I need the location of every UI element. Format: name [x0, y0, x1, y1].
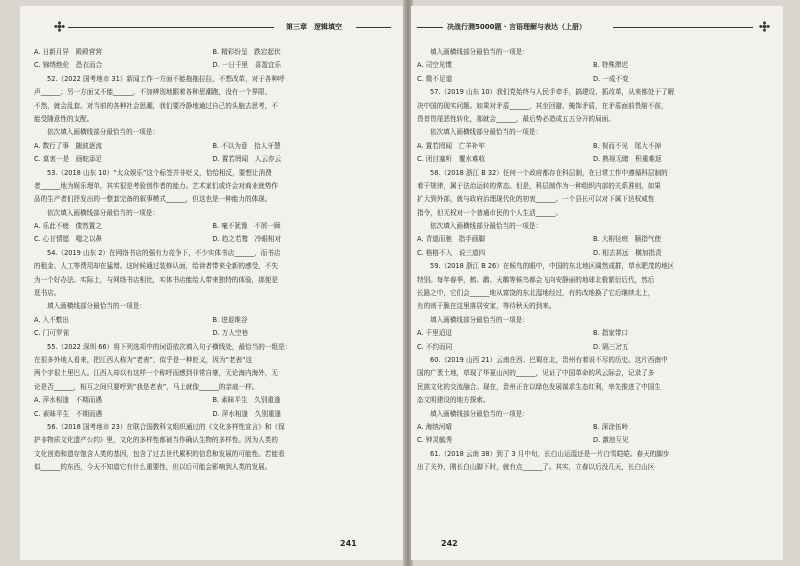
answer-option: D. 万人空巷: [212, 329, 249, 338]
paragraph-start-line: 依次填入画横线部分最恰当的一项是：: [430, 222, 543, 231]
left-page-header: [34, 18, 391, 36]
answer-option: A. 萍水相逢 不期而遇: [34, 396, 102, 405]
answer-options-row: [417, 247, 769, 260]
right-page: [411, 6, 783, 560]
answer-options-row: [417, 233, 769, 246]
answer-option: D. 趋之若鹜 冷眼相对: [212, 235, 282, 244]
answer-option: D. 一成不变: [593, 74, 629, 83]
answer-option: A. 背道而驰 指手画脚: [417, 235, 485, 244]
text-line: 为一个好办法。实际上，与网络书店相比，实体书店能给人带来独特的体验，那便是: [34, 275, 278, 284]
answer-option: D. 相去甚远 横加指责: [593, 248, 662, 257]
answer-option: D. 置若罔闻 人云亦云: [212, 155, 282, 164]
text-line: 品的生产者们抒发出的一整套完备的叙事模式______，但这也是一种能力的体现。: [34, 195, 272, 204]
page-number: 241: [340, 539, 357, 548]
left-page: [20, 6, 405, 560]
answer-option: D. 萍水相逢 久别重逢: [212, 409, 282, 418]
text-line: 有的则干脆在这里落居安家，等待秋天的到来。: [417, 302, 556, 311]
flower-ornament-icon: [54, 21, 65, 32]
text-line: 护非物质文化遗产公约》里，文化的多样性都被当作确认生物的多样性。因为人类的: [34, 436, 278, 445]
text-line: 逛书店。: [34, 289, 61, 298]
answer-option: A. 乐此不疲 债然置之: [34, 222, 102, 231]
paragraph-start-line: 填入画横线部分最恰当的一项是：: [430, 315, 529, 324]
answer-option: B. 精彩纷呈 跌宕起伏: [212, 48, 281, 56]
text-line: 似______的东西，今天不知道它有什么重要性，但以后可能会影响到人类的发展。: [34, 463, 272, 472]
answer-option: B. 指家带口: [593, 329, 629, 338]
answer-options-row: [34, 394, 391, 407]
answer-options-row: [417, 341, 769, 354]
paragraph-start-line: 填入画横线部分最恰当的一项是：: [430, 409, 529, 418]
text-line: 的租金、人工等费用却在猛增。这时候通过装修认面，给读者带来全新的感受，不失: [34, 262, 278, 271]
answer-option: A. 日新月异 殿殿营营: [34, 48, 102, 56]
answer-option: B. 大相径庭 颐指气使: [593, 235, 662, 244]
text-line: 声______；另一方面又不能______，不加辨别地跟着各种思潮跑，没有一个界限、: [34, 88, 272, 97]
paragraph-start-line: 54.（2019 山东 2）在网络书店的强有力竞争下，不少实体书店______，而书店: [47, 248, 281, 257]
text-line: 长路之中，它们会______地从富饶的东北湿地经过，有的改地换了它后继续北上，: [417, 289, 655, 298]
paragraph-start-line: 53.（2018 山东 10）“太众娱乐”这个标签并非贬义，恰恰相反，要想让消费: [47, 168, 272, 177]
text-line: 者______地为娱乐埋单，其实很是考验创作者的能力。艺术家们或许会对商业就势作: [34, 181, 278, 190]
header-rule: [417, 27, 443, 28]
paragraph-start-line: 61.（2018 云南 38）到了 3 月中旬，长白山运湿还是一片白雪皑皑。春天的脚步: [430, 449, 670, 458]
answer-option: A. 海纳河晴: [417, 422, 452, 431]
paragraph-start-line: 52.（2022 国考地市 31）新闻工作一方面不能拖拖拉拉，不想改革，对于各种呼: [47, 74, 285, 83]
paragraph-start-line: 56.（2018 国考地市 23）在联合国教科文组织通过的《文化多样性宣言》和《保: [47, 422, 285, 431]
answer-options-row: [417, 59, 769, 72]
answer-options-row: [34, 233, 391, 246]
paragraph-start-line: 依次填入画横线部分最恰当的一项是：: [430, 128, 543, 137]
header-rule: [613, 27, 753, 28]
paragraph-start-line: 58.（2018 浙江 B 32）任何一个政府都存在科层制，在日常工作中遵循科层制的: [430, 168, 668, 177]
answer-options-row: [417, 73, 769, 86]
text-line: 民族文化的交流融合。现在，贵州正在以绿色发展谋求生态红利，率先推进了中国生: [417, 382, 661, 391]
paragraph-start-line: 依次填入画横线部分最恰当的一项是：: [47, 208, 160, 217]
answer-option: B. 毫不犹豫 不屑一顾: [212, 222, 281, 231]
flower-ornament-icon: [759, 21, 770, 32]
answer-option: A. 置若罔闻 亡羊补牢: [417, 141, 485, 150]
answer-option: C. 闭目塞听 覆水难收: [417, 155, 486, 164]
answer-option: B. 特殊滞迟: [593, 61, 629, 70]
answer-options-row: [34, 408, 391, 421]
answer-option: A. 数行了事 随波逐流: [34, 141, 102, 150]
answer-options-row: [34, 153, 391, 166]
answer-option: D. 一日千里 喜盈宜乐: [212, 61, 282, 70]
text-line: 扩大到外部，就与政府治理现代化的初衷______。一个县长可以对下属下达权威性: [417, 195, 655, 204]
text-line: 不然，就会乱套。对当前的各种社会思潮，我们要冷静地通过自己的头脑去思考，不: [34, 101, 278, 110]
paragraph-start-line: 60.（2019 山西 21）云南在西、巴蜀在北，贵州有着说不尽的历史。这片西南中: [430, 355, 668, 364]
answer-options-row: [34, 140, 391, 153]
answer-option: A. 司空见惯: [417, 61, 452, 70]
answer-option: A. 入不敷出: [34, 315, 69, 324]
text-line: 出了关外，刚长白山脚下时，就有点______了。其实，立春以后没几天，长白山区: [417, 463, 655, 472]
text-line: 指令，但无权对一个普通市民的个人生活______。: [417, 208, 563, 217]
answer-options-row: [34, 59, 391, 72]
answer-option: C. 锦绣绝伦 恐衣而合: [34, 61, 103, 70]
answer-options-row: [417, 327, 769, 340]
answer-option: D. 隔三岔五: [593, 342, 629, 351]
answer-option: C. 莫衷一是 画蛇添足: [34, 155, 103, 164]
answer-option: B. 不以为意 拾人牙慧: [212, 141, 281, 150]
answer-option: B. 深涂伍岭: [593, 422, 629, 431]
answer-option: C. 不约而同: [417, 342, 453, 351]
text-line: 国的广袤土地，草现了华夏山河的______，见证了中国革命的风云际会，记录了多: [417, 369, 655, 378]
answer-option: C. 门可罗雀: [34, 329, 70, 338]
text-line: 论是否______，相互之间只要呼到“我是老表”，马上就像______的亲戚一样。: [34, 382, 259, 391]
answer-options-row: [417, 421, 769, 434]
answer-option: D. 激池互见: [593, 436, 629, 445]
right-page-header: [417, 18, 769, 36]
answer-option: C. 心甘情愿 嗤之以鼻: [34, 235, 103, 244]
text-line: 两个字很土里巴人。江西人却以有这样一个称呼而感到非常自豪，无论海内海外，无: [34, 369, 278, 378]
answer-options-row: [417, 153, 769, 166]
text-line: 决中国的现实问题。如果对矛盾______，其至回避、掩饰矛盾，在矛盾面前畏缩不前，: [417, 101, 668, 110]
answer-option: C. 素昧平生 不期而遇: [34, 409, 103, 418]
header-rule: [356, 27, 391, 28]
answer-options-row: [34, 314, 391, 327]
answer-option: B. 进退维谷: [212, 315, 248, 324]
header-rule: [68, 27, 274, 28]
right-page-body: [417, 46, 769, 475]
answer-option: C. 格格不入 说三道四: [417, 248, 486, 257]
paragraph-start-line: 填入画横线部分最恰当的一项是：: [430, 48, 529, 56]
text-line: 文化创造和遗存饱含人类的基因，包含了过去世代累积的信息和发展的可能性。若能看: [34, 449, 285, 458]
answer-option: B. 视而不见 尾大不掉: [593, 141, 662, 150]
answer-options-row: [34, 220, 391, 233]
answer-option: C. 微不足道: [417, 74, 453, 83]
left-page-body: [34, 46, 391, 475]
answer-options-row: [34, 327, 391, 340]
answer-option: C. 钟灵毓秀: [417, 436, 453, 445]
text-line: 畏首畏尾恶性转化，那就会______，最后势必造成五五分开的局面。: [417, 114, 615, 123]
text-line: 能受随意性的支配。: [34, 114, 94, 123]
paragraph-start-line: 59.（2018 浙江 B 26）在候鸟的眼中，中国的东北地区阔然成群，草水肥茂的地区: [430, 262, 675, 271]
answer-options-row: [417, 434, 769, 447]
paragraph-start-line: 依次填入画横线部分最恰当的一项是：: [47, 128, 160, 137]
page-number: 242: [441, 539, 458, 548]
book-title: 决战行测5000题 · 言语理解与表达（上册）: [447, 23, 587, 31]
answer-option: A. 千里迢迢: [417, 329, 452, 338]
paragraph-start-line: 填入画横线部分最恰当的一项是：: [47, 302, 146, 311]
text-line: 着干规律，属于法治运转的常态。但是，科层制作为一种组织内部的关系准则，如果: [417, 181, 661, 190]
answer-options-row: [417, 140, 769, 153]
chapter-title: 第三章 逻辑填空: [286, 23, 342, 31]
text-line: 态文明建设的地方探索。: [417, 396, 490, 405]
answer-options-row: [34, 46, 391, 59]
paragraph-start-line: 55.（2022 深圳 66）将下列选项中的词语依次填入句子横线处，最恰当的一组是：: [47, 342, 292, 351]
text-line: 特别。每年春季，鹤、鹳、天鹅等候鸟都会飞向安静丽的地球北极繁衍后代，然后: [417, 275, 655, 284]
text-line: 在很多外地人看来，把江西人称为“老表”，似乎是一种贬义，因为“老表”这: [34, 355, 253, 364]
answer-option: B. 素昧平生 久别重逢: [212, 396, 281, 405]
paragraph-start-line: 57.（2019 山东 10）我们党始终与人民手牵手，搞建设、抓改革，从来都处于了解: [430, 88, 675, 97]
answer-option: D. 熟视无睹 积重难返: [593, 155, 662, 164]
